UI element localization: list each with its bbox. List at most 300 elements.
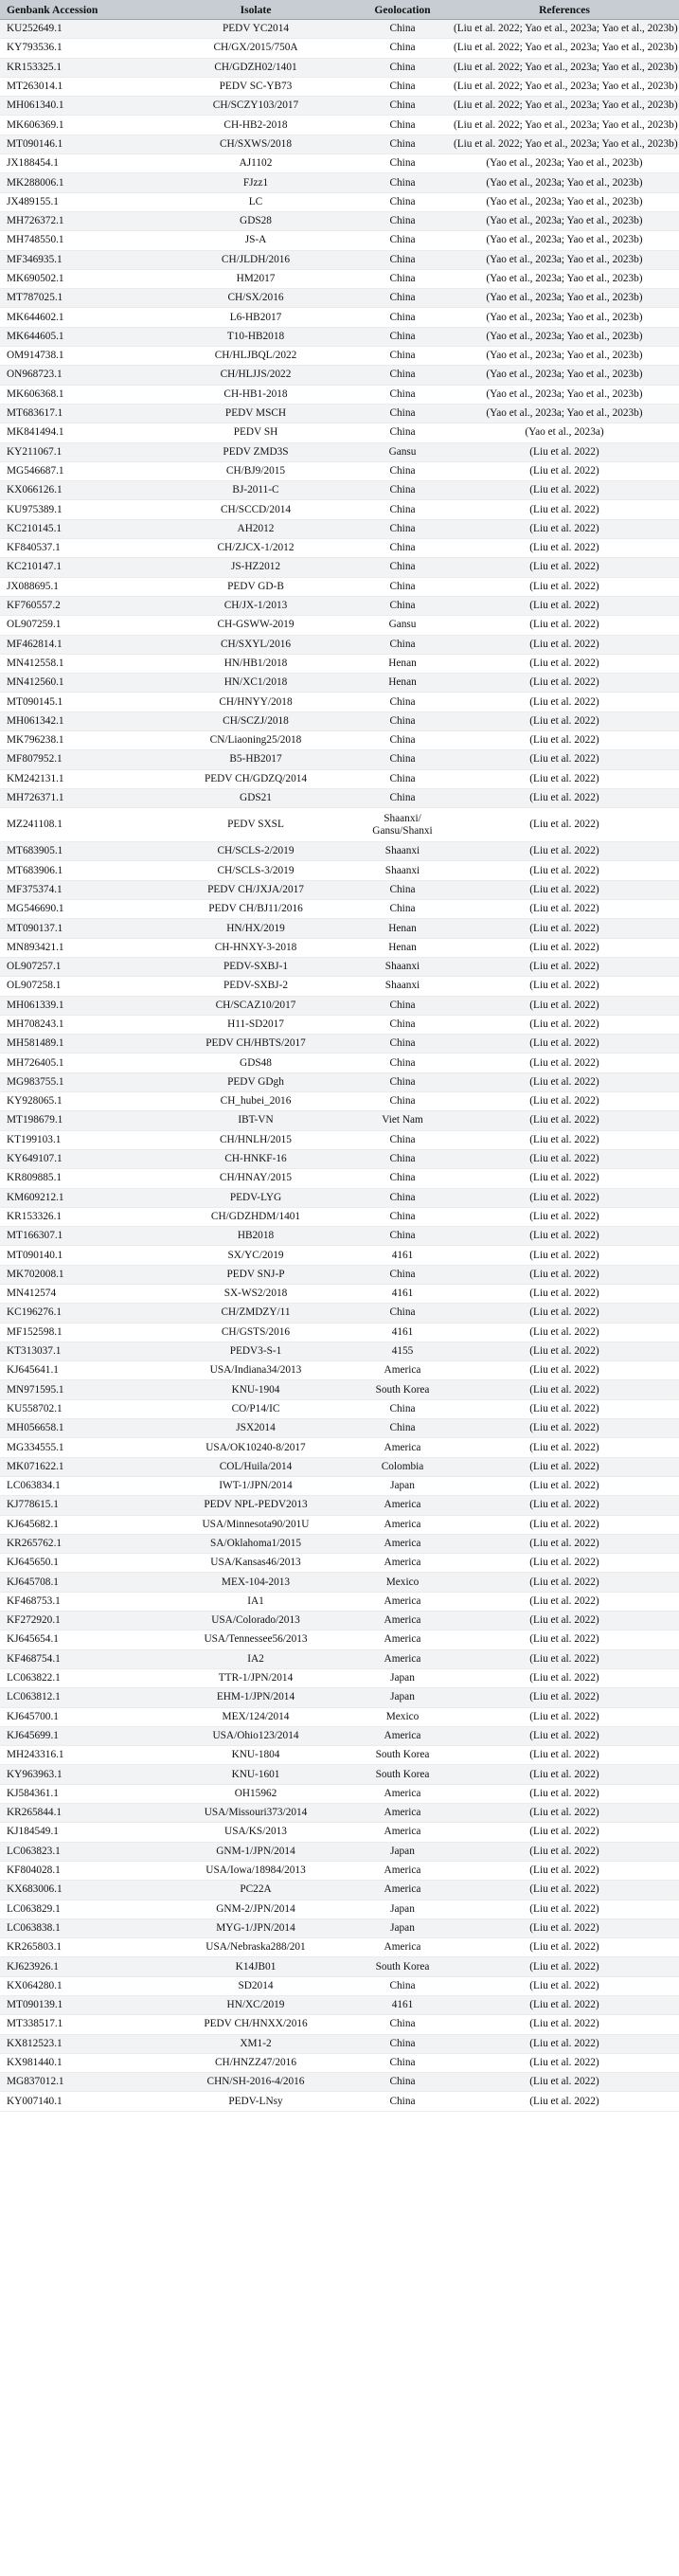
accession-cell: LC063823.1 [0, 1842, 156, 1861]
accession-cell: MH243316.1 [0, 1746, 156, 1765]
isolate-cell: HN/XC1/2018 [156, 674, 355, 693]
accession-cell: KY211067.1 [0, 442, 156, 461]
isolate-cell: KNU-1804 [156, 1746, 355, 1765]
accession-cell: KU252649.1 [0, 20, 156, 39]
geolocation-cell: China [355, 769, 450, 788]
geolocation-cell: Japan [355, 1900, 450, 1918]
geolocation-cell: Japan [355, 1918, 450, 1937]
accession-cell: MK841494.1 [0, 423, 156, 442]
references-cell: (Liu et al. 2022) [450, 977, 679, 996]
table-row [0, 97, 679, 116]
accession-cell: KF468753.1 [0, 1592, 156, 1611]
table-row [0, 1765, 679, 1784]
geolocation-cell: America [355, 1496, 450, 1515]
geolocation-cell: China [355, 2015, 450, 2034]
geolocation-cell: China [355, 39, 450, 58]
isolate-cell: GDS21 [156, 788, 355, 807]
references-cell: (Liu et al. 2022) [450, 2053, 679, 2072]
accession-cell: KX066126.1 [0, 481, 156, 500]
isolate-cell: EHM-1/JPN/2014 [156, 1688, 355, 1707]
table-body [0, 20, 679, 2112]
table-row [0, 1285, 679, 1304]
geolocation-cell: America [355, 1784, 450, 1803]
accession-cell: MT787025.1 [0, 289, 156, 308]
accession-cell: LC063822.1 [0, 1668, 156, 1687]
table-row [0, 2034, 679, 2053]
table-row [0, 481, 679, 500]
isolate-cell: SD2014 [156, 1976, 355, 1995]
geolocation-cell: America [355, 1554, 450, 1573]
references-cell: (Liu et al. 2022) [450, 539, 679, 558]
references-cell: (Liu et al. 2022) [450, 1169, 679, 1188]
geolocation-cell: China [355, 712, 450, 730]
accession-cell: MK606369.1 [0, 116, 156, 135]
references-cell: (Liu et al. 2022) [450, 1207, 679, 1226]
references-cell: (Liu et al. 2022) [450, 1072, 679, 1091]
table-row [0, 308, 679, 327]
geolocation-cell: China [355, 327, 450, 346]
isolate-cell: AJ1102 [156, 154, 355, 173]
geolocation-cell: China [355, 269, 450, 288]
accession-cell: MH061340.1 [0, 97, 156, 116]
accession-cell: OL907259.1 [0, 616, 156, 635]
references-cell: (Liu et al. 2022) [450, 1573, 679, 1592]
table-row [0, 1072, 679, 1091]
references-cell: (Liu et al. 2022) [450, 1630, 679, 1649]
references-cell: (Yao et al., 2023a; Yao et al., 2023b) [450, 327, 679, 346]
isolate-cell: CH/HNYY/2018 [156, 693, 355, 712]
references-cell: (Liu et al. 2022; Yao et al., 2023a; Yao et al., 2023b) [450, 58, 679, 77]
isolate-cell: IWT-1/JPN/2014 [156, 1476, 355, 1495]
table-row [0, 154, 679, 173]
references-cell: (Liu et al. 2022) [450, 900, 679, 919]
geolocation-cell: America [355, 1361, 450, 1380]
isolate-cell: USA/Nebraska288/201 [156, 1938, 355, 1957]
table-row [0, 2092, 679, 2111]
isolate-cell: IBT-VN [156, 1111, 355, 1130]
geolocation-cell: China [355, 404, 450, 423]
geolocation-cell: 4161 [355, 1995, 450, 2014]
isolate-cell: PEDV YC2014 [156, 20, 355, 39]
table-row [0, 1496, 679, 1515]
isolate-cell: JS-A [156, 231, 355, 250]
table-row [0, 1861, 679, 1880]
table-row [0, 1111, 679, 1130]
references-cell: (Liu et al. 2022) [450, 1227, 679, 1246]
table-row [0, 674, 679, 693]
isolate-cell: USA/Iowa/18984/2013 [156, 1861, 355, 1880]
table-row [0, 1668, 679, 1687]
accession-cell: KX981440.1 [0, 2053, 156, 2072]
header-references: References [450, 0, 679, 20]
references-cell: (Liu et al. 2022) [450, 1380, 679, 1399]
geolocation-cell: Henan [355, 938, 450, 957]
geolocation-cell: America [355, 1823, 450, 1842]
accession-cell: MH726405.1 [0, 1054, 156, 1072]
references-cell: (Liu et al. 2022) [450, 1399, 679, 1418]
accession-cell: LC063834.1 [0, 1476, 156, 1495]
isolate-cell: FJzz1 [156, 173, 355, 192]
table-row [0, 996, 679, 1015]
references-cell: (Liu et al. 2022) [450, 461, 679, 480]
accession-cell: KJ645708.1 [0, 1573, 156, 1592]
references-cell: (Liu et al. 2022) [450, 1130, 679, 1149]
isolate-cell: CH-HB1-2018 [156, 385, 355, 404]
isolate-cell: CH/BJ9/2015 [156, 461, 355, 480]
table-row [0, 135, 679, 153]
accession-cell: KR265844.1 [0, 1804, 156, 1823]
geolocation-cell: China [355, 1130, 450, 1149]
isolate-cell: USA/Missouri373/2014 [156, 1804, 355, 1823]
geolocation-cell: China [355, 308, 450, 327]
accession-cell: MK690502.1 [0, 269, 156, 288]
accession-cell: MT263014.1 [0, 77, 156, 96]
accession-cell: KR809885.1 [0, 1169, 156, 1188]
accession-cell: LC063812.1 [0, 1688, 156, 1707]
table-row [0, 1900, 679, 1918]
geolocation-cell: China [355, 173, 450, 192]
accession-cell: KJ645700.1 [0, 1707, 156, 1726]
table-row [0, 577, 679, 596]
references-cell: (Liu et al. 2022) [450, 1918, 679, 1937]
geolocation-cell: China [355, 635, 450, 654]
table-row [0, 442, 679, 461]
geolocation-cell: China [355, 289, 450, 308]
accession-cell: KY793536.1 [0, 39, 156, 58]
references-cell: (Yao et al., 2023a; Yao et al., 2023b) [450, 269, 679, 288]
accession-cell: MF462814.1 [0, 635, 156, 654]
references-cell: (Liu et al. 2022) [450, 519, 679, 538]
isolate-cell: GDS28 [156, 211, 355, 230]
references-cell: (Liu et al. 2022) [450, 1784, 679, 1803]
accession-cell: MN412558.1 [0, 654, 156, 673]
isolate-cell: PEDV MSCH [156, 404, 355, 423]
table-row [0, 1054, 679, 1072]
table-row [0, 1169, 679, 1188]
references-cell: (Liu et al. 2022) [450, 957, 679, 976]
accession-cell: KC210147.1 [0, 558, 156, 577]
isolate-cell: PEDV CH/BJ11/2016 [156, 900, 355, 919]
geolocation-cell: South Korea [355, 1765, 450, 1784]
table-row [0, 861, 679, 880]
geolocation-cell: China [355, 77, 450, 96]
references-cell: (Liu et al. 2022) [450, 1438, 679, 1457]
isolate-cell: CH/HNLH/2015 [156, 1130, 355, 1149]
isolate-cell: CH/SXYL/2016 [156, 635, 355, 654]
isolate-cell: CH/SX/2016 [156, 289, 355, 308]
isolate-cell: MEX/124/2014 [156, 1707, 355, 1726]
isolate-cell: IA2 [156, 1649, 355, 1668]
geolocation-cell: China [355, 500, 450, 519]
accession-cell: MF807952.1 [0, 750, 156, 769]
accession-cell: MG546690.1 [0, 900, 156, 919]
table-row [0, 39, 679, 58]
table-row [0, 1726, 679, 1745]
table-row [0, 2053, 679, 2072]
accession-cell: KF840537.1 [0, 539, 156, 558]
table-row [0, 880, 679, 899]
table-row [0, 1035, 679, 1054]
isolate-cell: CH/SCCD/2014 [156, 500, 355, 519]
table-row [0, 327, 679, 346]
geolocation-cell: Colombia [355, 1457, 450, 1476]
table-row [0, 366, 679, 385]
geolocation-cell: China [355, 1092, 450, 1111]
accession-cell: MK796238.1 [0, 730, 156, 749]
geolocation-cell: China [355, 211, 450, 230]
isolate-cell: IA1 [156, 1592, 355, 1611]
isolate-cell: GNM-2/JPN/2014 [156, 1900, 355, 1918]
accession-cell: KF760557.2 [0, 596, 156, 615]
geolocation-cell: America [355, 1804, 450, 1823]
accession-cell: KT199103.1 [0, 1130, 156, 1149]
references-cell: (Liu et al. 2022) [450, 712, 679, 730]
geolocation-cell: South Korea [355, 1957, 450, 1976]
table-row [0, 1438, 679, 1457]
accession-cell: MG546687.1 [0, 461, 156, 480]
geolocation-cell: China [355, 1399, 450, 1418]
references-cell: (Liu et al. 2022) [450, 2073, 679, 2092]
isolate-cell: PEDV CH/HNXX/2016 [156, 2015, 355, 2034]
table-row [0, 1938, 679, 1957]
isolate-cell: HB2018 [156, 1227, 355, 1246]
isolate-cell: GNM-1/JPN/2014 [156, 1842, 355, 1861]
accession-cell: MT683905.1 [0, 842, 156, 861]
geolocation-cell: Japan [355, 1842, 450, 1861]
references-cell: (Yao et al., 2023a; Yao et al., 2023b) [450, 308, 679, 327]
table-row [0, 1227, 679, 1246]
geolocation-cell: China [355, 1035, 450, 1054]
references-cell: (Liu et al. 2022) [450, 2092, 679, 2111]
references-cell: (Liu et al. 2022; Yao et al., 2023a; Yao et al., 2023b) [450, 77, 679, 96]
geolocation-cell: Shaanxi [355, 957, 450, 976]
header-row [0, 0, 679, 20]
isolate-cell: USA/KS/2013 [156, 1823, 355, 1842]
isolate-cell: HN/HB1/2018 [156, 654, 355, 673]
references-cell: (Yao et al., 2023a; Yao et al., 2023b) [450, 347, 679, 366]
accession-cell: ON968723.1 [0, 366, 156, 385]
references-cell: (Liu et al. 2022) [450, 1668, 679, 1687]
table-row [0, 596, 679, 615]
table-row [0, 1380, 679, 1399]
isolate-cell: CH/SCLS-2/2019 [156, 842, 355, 861]
references-cell: (Liu et al. 2022) [450, 693, 679, 712]
geolocation-cell: Japan [355, 1688, 450, 1707]
accession-cell: MN893421.1 [0, 938, 156, 957]
references-cell: (Liu et al. 2022) [450, 788, 679, 807]
table-row [0, 231, 679, 250]
table-row [0, 211, 679, 230]
geolocation-cell: America [355, 1438, 450, 1457]
table-row [0, 1918, 679, 1937]
isolate-cell: USA/Indiana34/2013 [156, 1361, 355, 1380]
references-cell: (Liu et al. 2022) [450, 1957, 679, 1976]
geolocation-cell: China [355, 1207, 450, 1226]
table-row [0, 1457, 679, 1476]
isolate-cell: PEDV SH [156, 423, 355, 442]
isolate-cell: CH/JX-1/2013 [156, 596, 355, 615]
accession-cell: KX683006.1 [0, 1881, 156, 1900]
references-cell: (Liu et al. 2022) [450, 861, 679, 880]
references-cell: (Liu et al. 2022) [450, 1649, 679, 1668]
table-row [0, 250, 679, 269]
isolate-cell: PEDV GD-B [156, 577, 355, 596]
table-header [0, 0, 679, 20]
references-cell: (Liu et al. 2022) [450, 1304, 679, 1323]
geolocation-cell: Shaanxi/ Gansu/Shanxi [355, 808, 450, 842]
isolate-cell: CH/SXWS/2018 [156, 135, 355, 153]
references-cell: (Yao et al., 2023a; Yao et al., 2023b) [450, 385, 679, 404]
references-cell: (Liu et al. 2022) [450, 880, 679, 899]
table-row [0, 2073, 679, 2092]
isolate-cell: TTR-1/JPN/2014 [156, 1668, 355, 1687]
geolocation-cell: China [355, 900, 450, 919]
references-cell: (Liu et al. 2022) [450, 919, 679, 938]
table-row [0, 1823, 679, 1842]
accession-cell: MG837012.1 [0, 2073, 156, 2092]
isolate-cell: PEDV-LNsy [156, 2092, 355, 2111]
isolate-cell: CH-GSWW-2019 [156, 616, 355, 635]
table-row [0, 1188, 679, 1207]
geolocation-cell: South Korea [355, 1746, 450, 1765]
references-cell: (Liu et al. 2022) [450, 769, 679, 788]
geolocation-cell: China [355, 2034, 450, 2053]
isolate-cell: USA/Minnesota90/201U [156, 1515, 355, 1534]
table-row [0, 712, 679, 730]
geolocation-cell: China [355, 20, 450, 39]
table-row [0, 1612, 679, 1630]
geolocation-cell: China [355, 385, 450, 404]
isolate-cell: CHN/SH-2016-4/2016 [156, 2073, 355, 2092]
table-row [0, 1881, 679, 1900]
table-row [0, 808, 679, 842]
isolate-cell: CH/SCZJ/2018 [156, 712, 355, 730]
table-row [0, 289, 679, 308]
table-row [0, 423, 679, 442]
table-row [0, 173, 679, 192]
isolate-cell: SX-WS2/2018 [156, 1285, 355, 1304]
geolocation-cell: China [355, 730, 450, 749]
references-cell: (Yao et al., 2023a; Yao et al., 2023b) [450, 192, 679, 211]
references-cell: (Liu et al. 2022) [450, 1496, 679, 1515]
geolocation-cell: America [355, 1534, 450, 1553]
references-cell: (Liu et al. 2022) [450, 1457, 679, 1476]
table-row [0, 192, 679, 211]
table-row [0, 1207, 679, 1226]
references-cell: (Liu et al. 2022) [450, 1342, 679, 1360]
isolate-cell: H11-SD2017 [156, 1015, 355, 1034]
isolate-cell: CH/GDZHDM/1401 [156, 1207, 355, 1226]
references-cell: (Liu et al. 2022) [450, 500, 679, 519]
table-row [0, 1746, 679, 1765]
geolocation-cell: China [355, 2092, 450, 2111]
table-row [0, 788, 679, 807]
geolocation-cell: China [355, 461, 450, 480]
references-cell: (Liu et al. 2022) [450, 1976, 679, 1995]
accession-cell: MF152598.1 [0, 1323, 156, 1342]
geolocation-cell: Gansu [355, 442, 450, 461]
isolate-cell: PC22A [156, 1881, 355, 1900]
geolocation-cell: Mexico [355, 1573, 450, 1592]
geolocation-cell: America [355, 1630, 450, 1649]
isolate-cell: XM1-2 [156, 2034, 355, 2053]
isolate-cell: PEDV CH/GDZQ/2014 [156, 769, 355, 788]
isolate-cell: CH/ZMDZY/11 [156, 1304, 355, 1323]
geolocation-cell: China [355, 192, 450, 211]
geolocation-cell: China [355, 996, 450, 1015]
accession-cell: MH061339.1 [0, 996, 156, 1015]
geolocation-cell: China [355, 1149, 450, 1168]
references-cell: (Liu et al. 2022; Yao et al., 2023a; Yao et al., 2023b) [450, 20, 679, 39]
geolocation-cell: Henan [355, 919, 450, 938]
isolate-cell: MEX-104-2013 [156, 1573, 355, 1592]
table-row [0, 1246, 679, 1265]
table-row [0, 385, 679, 404]
references-cell: (Liu et al. 2022) [450, 1938, 679, 1957]
references-cell: (Liu et al. 2022; Yao et al., 2023a; Yao et al., 2023b) [450, 97, 679, 116]
references-cell: (Liu et al. 2022; Yao et al., 2023a; Yao et al., 2023b) [450, 39, 679, 58]
accession-cell: MF375374.1 [0, 880, 156, 899]
accession-cell: MG334555.1 [0, 1438, 156, 1457]
geolocation-cell: America [355, 1515, 450, 1534]
table-row [0, 1534, 679, 1553]
accession-cell: MT090145.1 [0, 693, 156, 712]
references-cell: (Liu et al. 2022) [450, 674, 679, 693]
accession-cell: KR265803.1 [0, 1938, 156, 1957]
references-cell: (Liu et al. 2022) [450, 1688, 679, 1707]
isolate-cell: CH_hubei_2016 [156, 1092, 355, 1111]
geolocation-cell: Japan [355, 1476, 450, 1495]
isolate-cell: CH/JLDH/2016 [156, 250, 355, 269]
table-row [0, 750, 679, 769]
header-isolate: Isolate [156, 0, 355, 20]
isolate-cell: CH/GX/2015/750A [156, 39, 355, 58]
references-cell: (Liu et al. 2022) [450, 1285, 679, 1304]
isolate-cell: CH-HNXY-3-2018 [156, 938, 355, 957]
isolate-cell: PEDV-LYG [156, 1188, 355, 1207]
table-row [0, 1130, 679, 1149]
accession-cell: MT090140.1 [0, 1246, 156, 1265]
accession-cell: MK644602.1 [0, 308, 156, 327]
isolate-cell: CH/GSTS/2016 [156, 1323, 355, 1342]
references-cell: (Liu et al. 2022) [450, 442, 679, 461]
geolocation-cell: China [355, 116, 450, 135]
accession-cell: MN971595.1 [0, 1380, 156, 1399]
table-row [0, 558, 679, 577]
geolocation-cell: China [355, 1265, 450, 1284]
references-cell: (Yao et al., 2023a; Yao et al., 2023b) [450, 289, 679, 308]
table-row [0, 919, 679, 938]
references-cell: (Liu et al. 2022) [450, 1035, 679, 1054]
references-cell: (Liu et al. 2022) [450, 1265, 679, 1284]
geolocation-cell: America [355, 1881, 450, 1900]
geolocation-cell: Shaanxi [355, 861, 450, 880]
accession-cell: MT090139.1 [0, 1995, 156, 2014]
table-row [0, 404, 679, 423]
isolate-cell: CH/GDZH02/1401 [156, 58, 355, 77]
accession-cell: MT683906.1 [0, 861, 156, 880]
geolocation-cell: Shaanxi [355, 842, 450, 861]
geolocation-cell: China [355, 1072, 450, 1091]
references-cell: (Liu et al. 2022) [450, 1111, 679, 1130]
references-cell: (Liu et al. 2022) [450, 1054, 679, 1072]
isolate-cell: CH-HNKF-16 [156, 1149, 355, 1168]
references-cell: (Liu et al. 2022) [450, 616, 679, 635]
table-row [0, 1976, 679, 1995]
references-cell: (Liu et al. 2022) [450, 1554, 679, 1573]
isolate-cell: CH/SCZY103/2017 [156, 97, 355, 116]
references-cell: (Liu et al. 2022) [450, 558, 679, 577]
